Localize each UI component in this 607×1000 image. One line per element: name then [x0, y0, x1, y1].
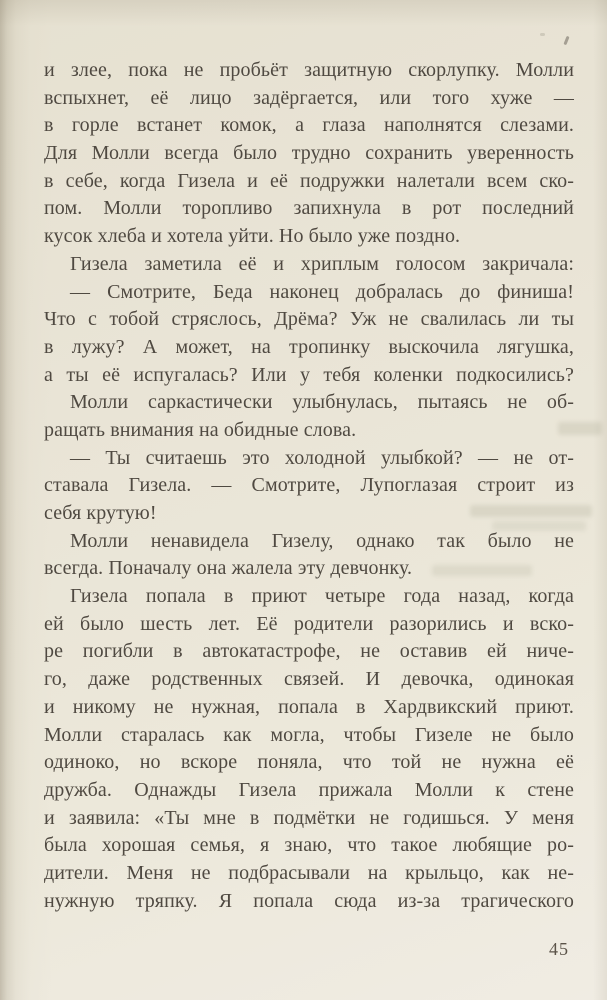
- text-line: Что с тобой стряслось, Дрёма? Уж не свалилась ли ты: [44, 308, 574, 331]
- text-line: Молли ненавидела Гизелу, однако так было не: [70, 529, 574, 552]
- paragraph: [44, 583, 574, 915]
- text-line: — Ты считаешь это холодной улыбкой? — не от-: [70, 446, 574, 469]
- text-line: ращать внимания на обидные слова.: [44, 418, 357, 441]
- text-line: Гизела заметила её и хриплым голосом закричала:: [70, 252, 574, 275]
- stray-mark: [540, 33, 545, 36]
- text-line: в себе, когда Гизела и её подружки налетали всем ско-: [44, 169, 574, 192]
- text-line: го, даже родственных связей. И девочка, одинокая: [44, 668, 574, 691]
- text-line: — Смотрите, Беда наконец добралась до финиша!: [70, 280, 574, 303]
- page-number: 45: [549, 939, 569, 959]
- text-line: в лужу? А может, на тропинку выскочила лягушка,: [44, 335, 574, 358]
- paragraph: [44, 251, 574, 279]
- text-line: ей было шесть лет. Её родители разорились и вско-: [44, 612, 574, 635]
- text-line: кусок хлеба и хотела уйти. Но было уже поздно.: [44, 225, 461, 248]
- text-line: вспыхнет, её лицо задёргается, или того хуже —: [44, 86, 574, 109]
- text-line: и заявила: «Ты мне в подмётки не годишься. У меня: [44, 806, 574, 829]
- paragraph: [44, 279, 574, 390]
- text-line: Для Молли всегда было трудно сохранить уверенность: [44, 142, 574, 165]
- text-block: [44, 57, 574, 915]
- text-line: и злее, пока не пробьёт защитную скорлупку. Молли: [44, 59, 574, 81]
- text-line: ставала Гизела. — Смотрите, Лупоглазая строит из: [44, 474, 574, 497]
- paragraph: [44, 445, 574, 528]
- text-line: Молли саркастически улыбнулась, пытаясь не об-: [70, 391, 574, 414]
- text-line: Гизела попала в приют четыре года назад, когда: [70, 585, 574, 608]
- text-line: Молли старалась как могла, чтобы Гизеле не было: [44, 723, 574, 746]
- text-line: нужную тряпку. Я попала сюда из-за трагического: [44, 889, 574, 912]
- text-line: всегда. Поначалу она жалела эту девчонку.: [44, 557, 413, 580]
- paragraph: [44, 528, 574, 583]
- text-line: была хорошая семья, я знаю, что такое любящие ро-: [44, 834, 574, 857]
- text-line: пом. Молли торопливо запихнула в рот последний: [44, 197, 574, 220]
- text-line: ре погибли в автокатастрофе, не оставив ей ниче-: [44, 640, 574, 663]
- stray-mark: [563, 36, 569, 45]
- text-line: и никому не нужная, попала в Хардвикский приют.: [44, 695, 574, 718]
- text-line: одиноко, но вскоре поняла, что той не нужна её: [44, 751, 574, 774]
- paragraph: [44, 57, 574, 251]
- paragraph: [44, 389, 574, 444]
- text-line: дители. Меня не подбрасывали на крыльцо, как не-: [44, 861, 574, 884]
- text-line: в горле встанет комок, а глаза наполнятся слезами.: [44, 114, 574, 137]
- text-line: а ты её испугалась? Или у тебя коленки подкосились?: [44, 363, 574, 386]
- text-line: дружба. Однажды Гизела прижала Молли к стене: [44, 778, 574, 801]
- text-line: себя крутую!: [44, 502, 157, 524]
